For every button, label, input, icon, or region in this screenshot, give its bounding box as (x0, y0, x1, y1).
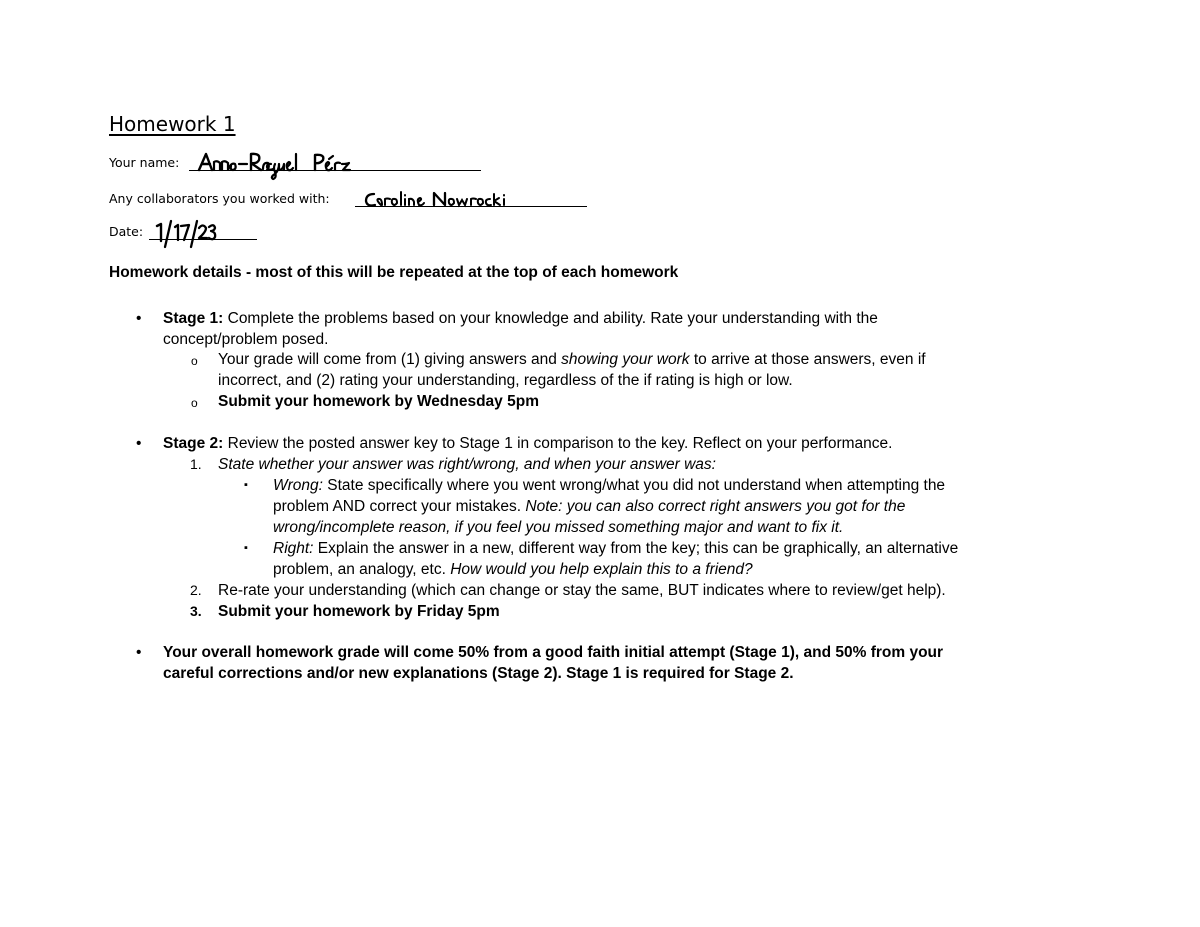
name-label: Your name: (109, 155, 180, 170)
stage1-sub1-em: showing your work (561, 351, 690, 368)
wrong-text (273, 475, 945, 538)
stage1-text (163, 308, 878, 350)
right-marker: ▪ (244, 542, 248, 554)
overall-line1: Your overall homework grade will come 50% from a good faith initial attempt (Stage 1), and 50% from your (163, 644, 944, 661)
page-title: Homework 1 (109, 112, 236, 136)
stage2-item1-number: 1. (190, 456, 202, 472)
stage1-sub2: Submit your homework by Wednesday 5pm (218, 393, 539, 410)
details-heading: Homework details - most of this will be repeated at the top of each homework (109, 264, 679, 281)
right-label: Right: (273, 540, 314, 557)
name-field (109, 150, 489, 174)
stage2-bullet: • (136, 435, 142, 452)
stage2-item2: Re-rate your understanding (which can change or stay the same, BUT indicates where to review/get help). (218, 582, 946, 599)
stage1-line1: Complete the problems based on your knowledge and ability. Rate your understanding with the (223, 310, 878, 327)
wrong-line2a: problem AND correct your mistakes. (273, 498, 526, 515)
collaborators-signature (364, 188, 524, 210)
stage1-sub1-line2: incorrect, and (2) rating your understanding, regardless of the if rating is high or low. (218, 372, 793, 389)
stage1-line2: concept/problem posed. (163, 331, 329, 348)
overall-text (163, 642, 943, 684)
name-signature (197, 150, 387, 180)
right-line2a: problem, an analogy, etc. (273, 561, 451, 578)
stage2-line1: Review the posted answer key to Stage 1 in comparison to the key. Reflect on your performance. (223, 435, 893, 452)
date-signature (153, 217, 223, 249)
date-label: Date: (109, 224, 144, 239)
wrong-line2-em: Note: you can also correct right answers you got for the (525, 498, 906, 515)
stage1-sub1 (218, 349, 926, 391)
right-text (273, 538, 958, 580)
stage1-label: Stage 1: (163, 310, 224, 327)
stage1-sub2-marker: o (191, 396, 198, 410)
stage2-label: Stage 2: (163, 435, 224, 452)
stage2-text (163, 433, 892, 454)
wrong-line3: wrong/incomplete reason, if you feel you missed something major and want to fix it. (273, 519, 844, 536)
stage1-bullet: • (136, 310, 142, 327)
wrong-line1: State specifically where you went wrong/what you did not understand when attempting the (322, 477, 946, 494)
stage2-item1: State whether your answer was right/wrong, and when your answer was: (218, 456, 716, 473)
overall-bullet: • (136, 644, 142, 661)
stage1-sub1-marker: o (191, 354, 198, 368)
collaborators-field (109, 186, 589, 210)
stage1-sub1-b: to arrive at those answers, even if (689, 351, 926, 368)
collaborators-label: Any collaborators you worked with: (109, 191, 330, 206)
stage2-item3-number: 3. (190, 603, 202, 619)
date-field (109, 219, 259, 243)
stage2-item3: Submit your homework by Friday 5pm (218, 603, 500, 620)
right-line1: Explain the answer in a new, different way from the key; this can be graphically, an alternative (313, 540, 959, 557)
right-line2-em: How would you help explain this to a friend? (450, 561, 753, 578)
overall-line2: careful corrections and/or new explanations (Stage 2). Stage 1 is required for Stage 2. (163, 665, 794, 682)
wrong-marker: ▪ (244, 479, 248, 491)
stage1-sub1-a: Your grade will come from (1) giving answers and (218, 351, 562, 368)
stage2-item2-number: 2. (190, 582, 202, 598)
wrong-label: Wrong: (273, 477, 323, 494)
